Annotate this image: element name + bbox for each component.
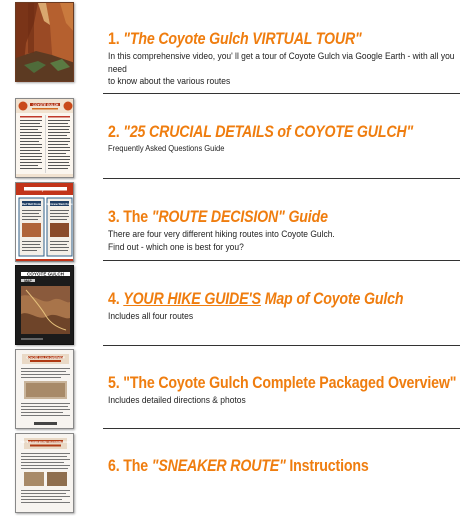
hike-guide-link[interactable]: YOUR HIKE GUIDE'S: [123, 290, 261, 308]
item-description: [108, 310, 458, 323]
item-number: 6.: [108, 457, 120, 475]
thumb-caption: Red Well Route: [22, 203, 41, 206]
thumb-caption: Hurricane Wash Route: [46, 203, 73, 206]
item-title-text: The: [123, 208, 152, 226]
faq-guide-image: [16, 99, 74, 178]
item-title-emphasis: "SNEAKER ROUTE": [151, 457, 286, 475]
item-title-emphasis: "ROUTE DECISION" Guide: [151, 208, 328, 226]
item-title[interactable]: [108, 373, 457, 393]
thumb-caption: THE "SNEAKER ROUTE" TO COYOTE GULCH: [20, 442, 71, 444]
item-description: [108, 143, 458, 156]
thumb-caption: COYOTE GULCH: [26, 271, 65, 277]
divider: [103, 260, 460, 261]
list-item-sneaker-route: [0, 433, 474, 516]
item-title[interactable]: [108, 207, 411, 227]
description-line: Includes all four routes: [108, 311, 194, 321]
sneaker-route-image: [16, 434, 74, 513]
description-line: In this comprehensive video, you' ll get a tour of Coyote Gulch via Google Earth - with all you need: [108, 51, 455, 74]
list-item-hike-map: [0, 265, 474, 348]
list-item-virtual-tour: [0, 2, 474, 85]
thumbnail-sneaker-route[interactable]: [15, 433, 74, 513]
item-number: 5.: [108, 374, 120, 392]
item-number: 1.: [108, 30, 120, 48]
item-title-text: Map of Coyote Gulch: [260, 290, 404, 308]
thumb-caption: COYOTE GULCH OVERVIEW: [26, 355, 65, 360]
description-line: Frequently Asked Questions Guide: [108, 144, 225, 153]
item-description: [108, 394, 458, 407]
divider: [103, 345, 460, 346]
description-line: to know about the various routes: [108, 76, 231, 86]
item-number: 3.: [108, 208, 120, 226]
thumbnail-map[interactable]: [15, 265, 74, 345]
thumb-caption: COYOTE GULCH: [32, 103, 59, 108]
description-line: There are four very different hiking routes into Coyote Gulch.: [108, 229, 335, 239]
item-title[interactable]: [108, 29, 411, 49]
item-number: 2.: [108, 123, 120, 141]
item-title-text: "The Coyote Gulch Complete Packaged Overview": [123, 374, 457, 392]
overview-document-image: [16, 350, 74, 429]
item-description: [108, 228, 458, 253]
item-number: 4.: [108, 290, 120, 308]
thumbnail-overview[interactable]: [15, 349, 74, 429]
description-line: Find out - which one is best for you?: [108, 241, 244, 252]
item-title[interactable]: [108, 122, 414, 142]
description-line: Includes detailed directions & photos: [108, 395, 246, 405]
item-title[interactable]: [108, 456, 411, 476]
thumbnail-route-decision[interactable]: [15, 182, 74, 262]
route-decision-image: [16, 183, 74, 262]
list-item-route-decision: [0, 182, 474, 265]
item-description: [108, 50, 458, 88]
item-title-text: The: [123, 457, 152, 475]
thumb-caption: The Coyote Gulch: [27, 186, 64, 192]
map-cover-image: [16, 266, 74, 345]
item-title-text: "25 CRUCIAL DETAILS of COYOTE GULCH": [123, 123, 414, 141]
divider: [103, 93, 460, 94]
canyon-photo-image: [16, 3, 74, 82]
divider: [103, 178, 460, 179]
item-title-text: "The Coyote Gulch VIRTUAL TOUR": [123, 30, 362, 48]
thumb-caption: MAP: [24, 279, 32, 283]
list-item-packaged-overview: [0, 349, 474, 432]
thumbnail-faq-guide[interactable]: [15, 98, 74, 178]
thumbnail-canyon-photo[interactable]: [15, 2, 74, 82]
divider: [103, 428, 460, 429]
item-title-text: Instructions: [285, 457, 369, 475]
list-item-crucial-details: [0, 98, 474, 181]
item-title[interactable]: [108, 289, 411, 309]
